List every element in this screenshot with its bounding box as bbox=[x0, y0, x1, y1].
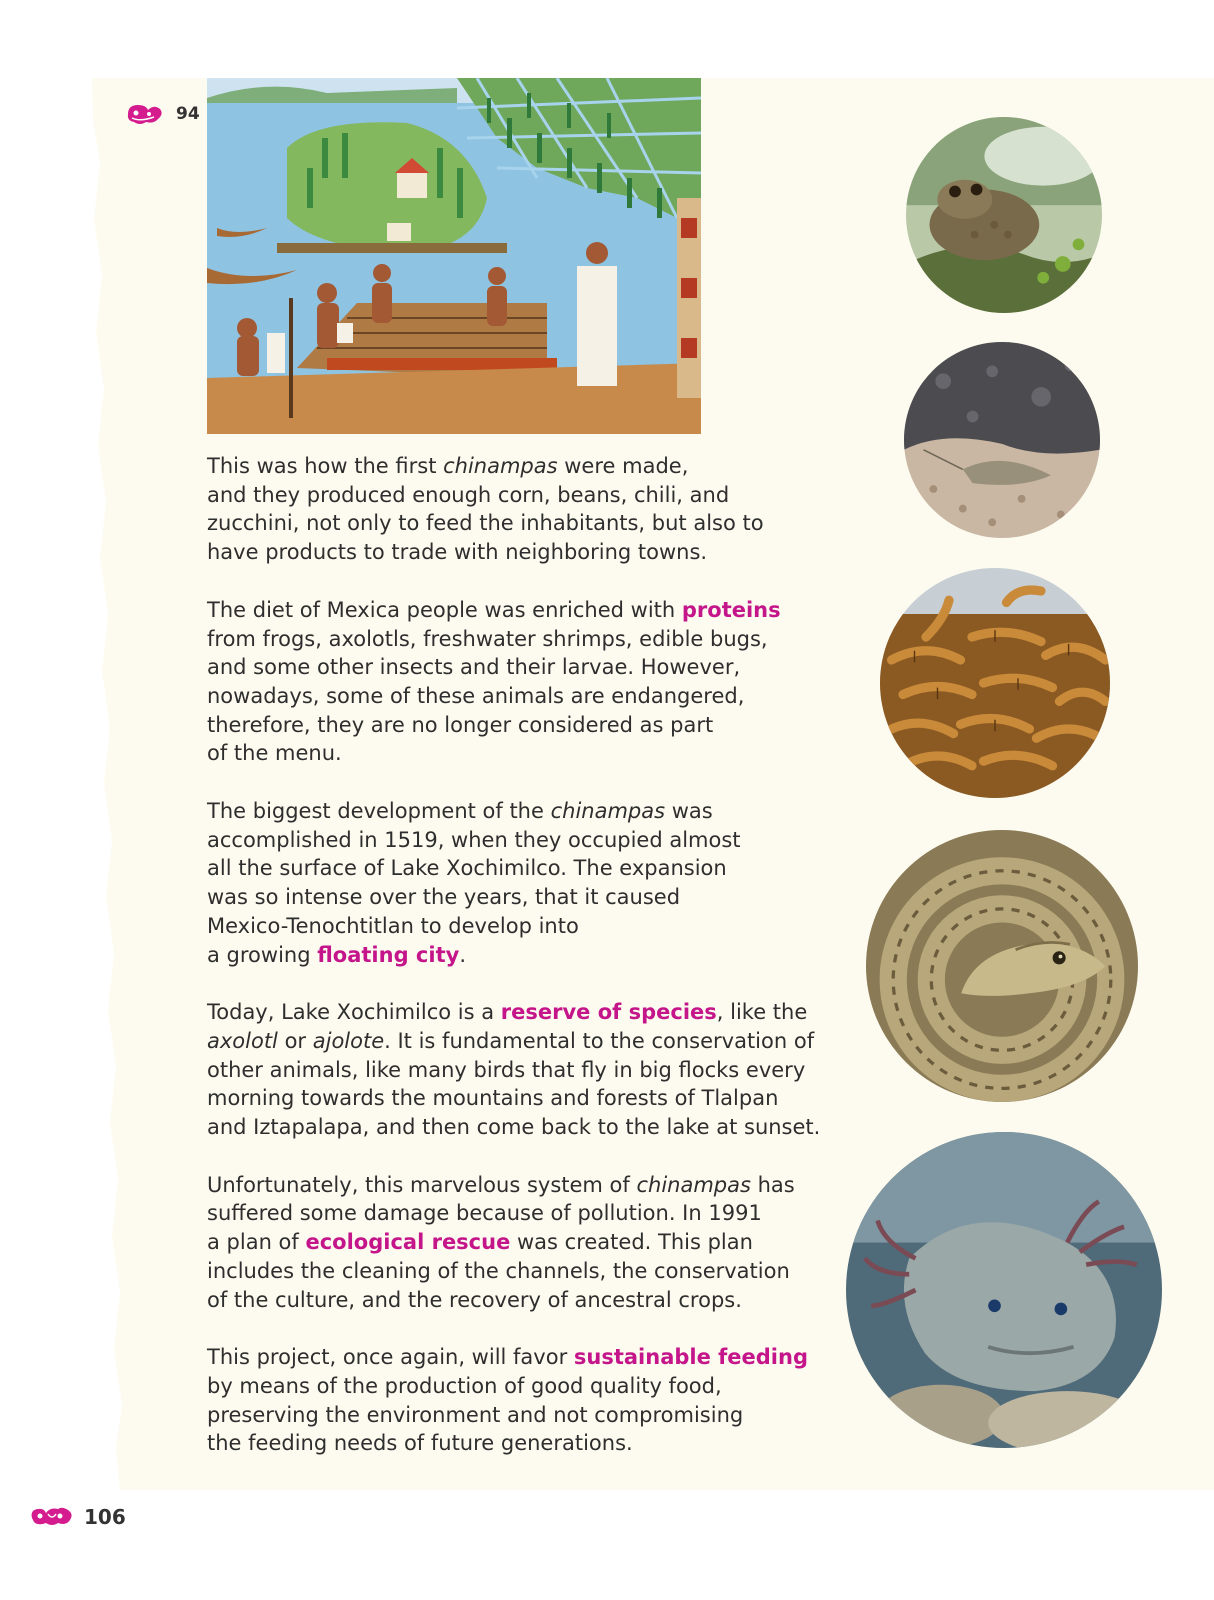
highlight-proteins: proteins bbox=[681, 597, 781, 622]
highlight-ecological-rescue: ecological rescue bbox=[305, 1230, 511, 1255]
shrimp-photo bbox=[904, 342, 1100, 538]
paragraph-diet: The diet of Mexica people was enriched with proteins from frogs, axolotls, freshwater shrimps, edible bugs, and some other insects and their larvae. However, nowadays, some of these animals are endangered, therefore, they are no longer considered as part of the menu. bbox=[207, 597, 781, 766]
highlight-floating-city: floating city bbox=[317, 942, 460, 967]
paragraph-project: This project, once again, will favor sustainable feeding by means of the production of good quality food, preserving the environment and not compromising the feeding needs of future generations. bbox=[207, 1345, 808, 1456]
axolotl-photo bbox=[846, 1132, 1162, 1448]
inner-page-number: 94 bbox=[176, 104, 200, 124]
paragraph-chinampas-origin: This was how the first chinampas were made, and they produced enough corn, beans, chili, and zucchini, not only to feed the inhabitants, but also to have products to trade with neighboring towns. bbox=[207, 454, 764, 565]
highlight-sustainable-feeding: sustainable feeding bbox=[573, 1345, 808, 1370]
aztec-glyph-icon bbox=[28, 1504, 76, 1528]
rattlesnake-photo bbox=[866, 830, 1138, 1102]
paragraph-development: The biggest development of the chinampas was accomplished in 1519, when they occupied almost all the surface of Lake Xochimilco. The expansion was so intense over the years, that it caused Mexico-Tenochtitlan to develop into a growing floating city. bbox=[207, 799, 741, 967]
paragraph-reserve: Today, Lake Xochimilco is a reserve of species, like the axolotl or ajolote. It is fundamental to the conservation of other animals, like many birds that fly in big flocks every morning towards the mountains and forests of Tlalpan and Iztapalapa, and then come back to the lake at sunset. bbox=[207, 1000, 821, 1140]
chinampa-painting-image bbox=[207, 78, 701, 434]
aztec-glyph-icon bbox=[124, 102, 164, 126]
highlight-reserve-of-species: reserve of species bbox=[500, 1000, 717, 1025]
larvae-photo bbox=[880, 568, 1110, 798]
article-text bbox=[207, 452, 877, 1487]
paragraph-pollution: Unfortunately, this marvelous system of chinampas has suffered some damage because of pollution. In 1991 a plan of ecological rescue was created. This plan includes the cleaning of the channels, the conservation of the culture, and the recovery of ancestral crops. bbox=[207, 1172, 795, 1312]
frog-photo bbox=[906, 117, 1102, 313]
page-number: 106 bbox=[84, 1505, 126, 1529]
